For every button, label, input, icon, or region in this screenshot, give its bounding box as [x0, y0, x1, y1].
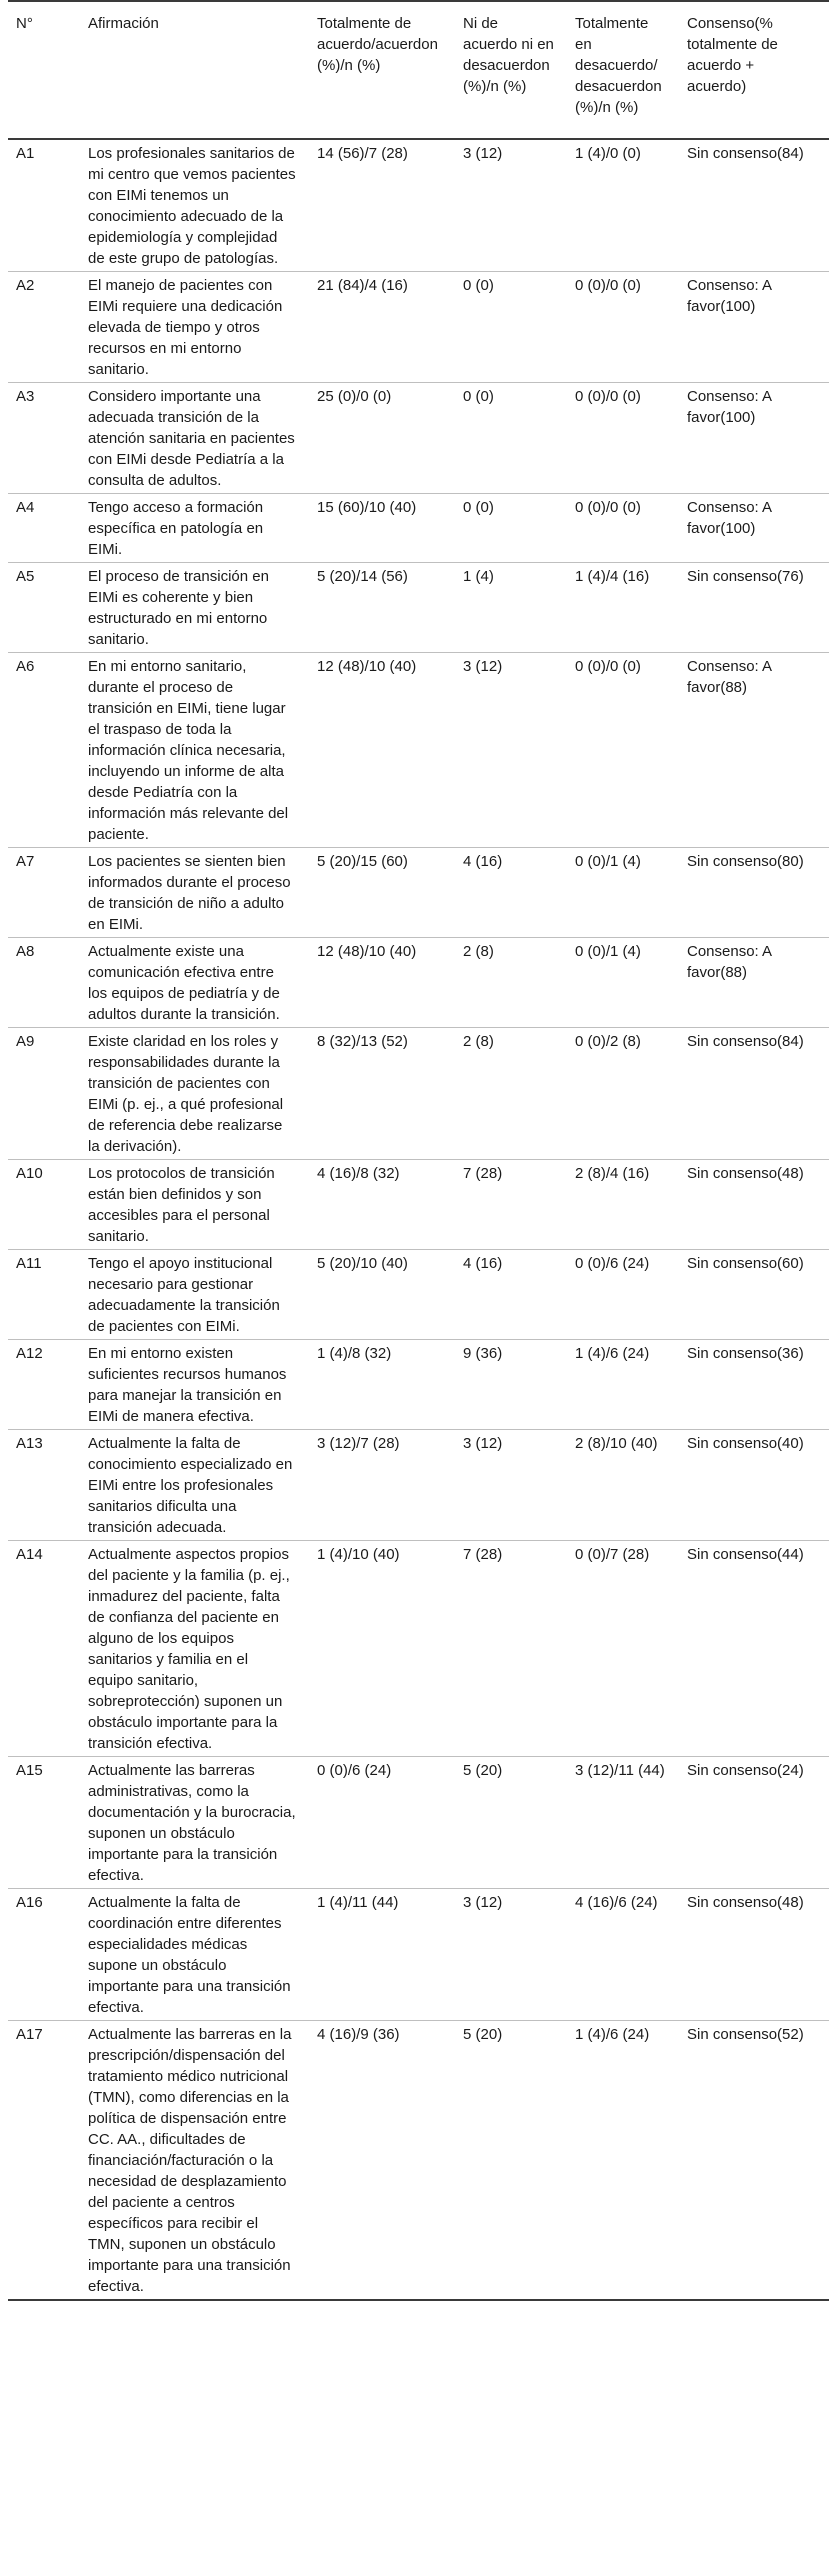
cell-number: A17: [16, 2026, 43, 2043]
cell-number: A4: [16, 499, 35, 516]
cell-number: A6: [16, 658, 35, 675]
cell-neutral: 2 (8): [463, 943, 494, 960]
cell-neutral: 5 (20): [463, 1762, 503, 1779]
cell-disagree: 0 (0)/0 (0): [575, 499, 641, 516]
header-neutral: Ni de acuerdo ni en desacuerdon (%)/n (%): [463, 15, 554, 95]
cell-agree: 21 (84)/4 (16): [317, 277, 408, 294]
cell-neutral: 3 (12): [463, 1435, 503, 1452]
table-row: [8, 938, 829, 1028]
table-row: [8, 383, 829, 494]
table-row: [8, 1757, 829, 1889]
cell-number: A10: [16, 1165, 43, 1182]
table-row: [8, 563, 829, 653]
cell-disagree: 1 (4)/6 (24): [575, 2026, 650, 2043]
table-row: [8, 272, 829, 383]
table-row: [8, 494, 829, 563]
cell-statement: Actualmente las barreras en la prescripción/dispensación del tratamiento médico nutricional (TMN), como diferencias en la política de dispensación entre CC. AA., dificultades de financiación/facturación o la necesidad de desplazamiento del paciente a centros específicos para recibir el TMN, suponen un obstáculo importante para una transición efectiva.: [88, 2026, 292, 2295]
cell-neutral: 0 (0): [463, 388, 494, 405]
table-row: [8, 653, 829, 848]
cell-neutral: 0 (0): [463, 277, 494, 294]
cell-consensus: Consenso: A favor(100): [687, 499, 772, 537]
cell-statement: Actualmente la falta de conocimiento especializado en EIMi entre los profesionales sanitarios dificulta una transición adecuada.: [88, 1435, 293, 1536]
cell-disagree: 0 (0)/0 (0): [575, 388, 641, 405]
cell-neutral: 2 (8): [463, 1033, 494, 1050]
cell-statement: En mi entorno existen suficientes recursos humanos para manejar la transición en EIMi de manera efectiva.: [88, 1345, 287, 1425]
table-row: [8, 1250, 829, 1340]
cell-statement: Considero importante una adecuada transición de la atención sanitaria en pacientes con EIMi desde Pediatría a la consulta de adultos.: [88, 388, 295, 489]
cell-statement: Actualmente existe una comunicación efectiva entre los equipos de pediatría y de adultos durante la transición.: [88, 943, 280, 1023]
cell-agree: 8 (32)/13 (52): [317, 1033, 408, 1050]
header-consensus: Consenso(% totalmente de acuerdo + acuerdo): [687, 15, 778, 95]
cell-number: A11: [16, 1255, 42, 1272]
table-row: [8, 1889, 829, 2021]
cell-disagree: 1 (4)/0 (0): [575, 145, 641, 162]
cell-disagree: 0 (0)/6 (24): [575, 1255, 650, 1272]
table-header: [8, 1, 829, 139]
cell-neutral: 3 (12): [463, 145, 503, 162]
cell-disagree: 3 (12)/11 (44): [575, 1762, 665, 1779]
table-container: [8, 0, 829, 2301]
cell-number: A16: [16, 1894, 43, 1911]
cell-consensus: Sin consenso(76): [687, 568, 804, 585]
cell-consensus: Sin consenso(24): [687, 1762, 804, 1779]
cell-number: A7: [16, 853, 35, 870]
cell-agree: 3 (12)/7 (28): [317, 1435, 400, 1452]
cell-disagree: 2 (8)/4 (16): [575, 1165, 650, 1182]
cell-disagree: 0 (0)/0 (0): [575, 658, 641, 675]
cell-disagree: 0 (0)/1 (4): [575, 943, 641, 960]
cell-statement: El proceso de transición en EIMi es coherente y bien estructurado en mi entorno sanitario.: [88, 568, 269, 648]
cell-agree: 15 (60)/10 (40): [317, 499, 417, 516]
cell-disagree: 0 (0)/1 (4): [575, 853, 641, 870]
cell-consensus: Sin consenso(48): [687, 1165, 804, 1182]
table-row: [8, 1028, 829, 1160]
table-row: [8, 1541, 829, 1757]
table-row: [8, 1340, 829, 1430]
cell-agree: 0 (0)/6 (24): [317, 1762, 392, 1779]
table-row: [8, 2021, 829, 2301]
cell-number: A1: [16, 145, 35, 162]
cell-agree: 12 (48)/10 (40): [317, 943, 417, 960]
cell-disagree: 1 (4)/4 (16): [575, 568, 650, 585]
cell-consensus: Sin consenso(40): [687, 1435, 804, 1452]
cell-consensus: Sin consenso(52): [687, 2026, 804, 2043]
cell-consensus: Consenso: A favor(88): [687, 658, 772, 696]
cell-consensus: Sin consenso(48): [687, 1894, 804, 1911]
cell-statement: Los protocolos de transición están bien definidos y son accesibles para el personal sanitario.: [88, 1165, 275, 1245]
cell-agree: 25 (0)/0 (0): [317, 388, 392, 405]
table-row: [8, 139, 829, 272]
cell-statement: Actualmente las barreras administrativas, como la documentación y la burocracia, suponen un obstáculo importante para la transición efectiva.: [88, 1762, 296, 1884]
cell-consensus: Sin consenso(84): [687, 1033, 804, 1050]
cell-number: A5: [16, 568, 35, 585]
cell-consensus: Sin consenso(80): [687, 853, 804, 870]
cell-neutral: 7 (28): [463, 1165, 503, 1182]
consensus-table: [8, 0, 829, 2301]
cell-neutral: 4 (16): [463, 1255, 503, 1272]
cell-neutral: 3 (12): [463, 1894, 503, 1911]
cell-agree: 1 (4)/8 (32): [317, 1345, 392, 1362]
header-agree: Totalmente de acuerdo/acuerdon (%)/n (%): [317, 15, 438, 74]
cell-number: A2: [16, 277, 35, 294]
cell-neutral: 5 (20): [463, 2026, 503, 2043]
header-statement: Afirmación: [88, 15, 159, 32]
cell-consensus: Sin consenso(84): [687, 145, 804, 162]
table-row: [8, 1430, 829, 1541]
cell-neutral: 7 (28): [463, 1546, 503, 1563]
header-disagree: Totalmente en desacuerdo/ desacuerdon (%)/n (%): [575, 15, 662, 116]
cell-agree: 4 (16)/8 (32): [317, 1165, 400, 1182]
cell-agree: 14 (56)/7 (28): [317, 145, 408, 162]
cell-statement: El manejo de pacientes con EIMi requiere una dedicación elevada de tiempo y otros recursos en mi entorno sanitario.: [88, 277, 283, 378]
cell-statement: Tengo acceso a formación específica en patología en EIMi.: [88, 499, 264, 558]
cell-neutral: 4 (16): [463, 853, 503, 870]
cell-number: A8: [16, 943, 35, 960]
cell-statement: Actualmente la falta de coordinación entre diferentes especialidades médicas supone un obstáculo importante para una transición efectiva.: [88, 1894, 291, 2016]
cell-statement: Actualmente aspectos propios del paciente y la familia (p. ej., inmadurez del paciente, falta de confianza del paciente en alguno de los equipos sanitarios y familia en el equipo sanitario, sobreprotección) suponen un obstáculo importante para la transición efectiva.: [88, 1546, 290, 1752]
cell-neutral: 9 (36): [463, 1345, 503, 1362]
cell-agree: 5 (20)/15 (60): [317, 853, 408, 870]
table-row: [8, 1160, 829, 1250]
cell-disagree: 0 (0)/2 (8): [575, 1033, 641, 1050]
cell-number: A13: [16, 1435, 43, 1452]
cell-consensus: Sin consenso(60): [687, 1255, 804, 1272]
table-body: [8, 139, 829, 2300]
cell-consensus: Consenso: A favor(100): [687, 277, 772, 315]
cell-statement: Los profesionales sanitarios de mi centro que vemos pacientes con EIMi tenemos un conocimiento adecuado de la epidemiología y complejidad de este grupo de patologías.: [88, 145, 296, 267]
cell-disagree: 1 (4)/6 (24): [575, 1345, 650, 1362]
cell-consensus: Consenso: A favor(88): [687, 943, 772, 981]
cell-disagree: 0 (0)/7 (28): [575, 1546, 650, 1563]
cell-disagree: 0 (0)/0 (0): [575, 277, 641, 294]
cell-agree: 1 (4)/11 (44): [317, 1894, 399, 1911]
cell-neutral: 1 (4): [463, 568, 494, 585]
cell-number: A12: [16, 1345, 43, 1362]
cell-neutral: 0 (0): [463, 499, 494, 516]
cell-consensus: Consenso: A favor(100): [687, 388, 772, 426]
cell-number: A9: [16, 1033, 35, 1050]
cell-number: A14: [16, 1546, 43, 1563]
table-row: [8, 848, 829, 938]
header-number: N°: [16, 15, 33, 32]
cell-consensus: Sin consenso(44): [687, 1546, 804, 1563]
cell-agree: 1 (4)/10 (40): [317, 1546, 400, 1563]
header-row: [8, 1, 829, 139]
cell-agree: 4 (16)/9 (36): [317, 2026, 400, 2043]
cell-number: A3: [16, 388, 35, 405]
cell-consensus: Sin consenso(36): [687, 1345, 804, 1362]
cell-number: A15: [16, 1762, 43, 1779]
cell-statement: Los pacientes se sienten bien informados durante el proceso de transición de niño a adulto en EIMi.: [88, 853, 291, 933]
cell-disagree: 4 (16)/6 (24): [575, 1894, 658, 1911]
cell-disagree: 2 (8)/10 (40): [575, 1435, 658, 1452]
cell-statement: En mi entorno sanitario, durante el proceso de transición en EIMi, tiene lugar el traspaso de toda la información clínica necesaria, incluyendo un informe de alta desde Pediatría con la información más relevante del paciente.: [88, 658, 289, 843]
cell-agree: 12 (48)/10 (40): [317, 658, 417, 675]
cell-neutral: 3 (12): [463, 658, 503, 675]
cell-statement: Existe claridad en los roles y responsabilidades durante la transición de pacientes con EIMi (p. ej., a qué profesional de referencia debe realizarse la derivación).: [88, 1033, 284, 1155]
cell-statement: Tengo el apoyo institucional necesario para gestionar adecuadamente la transición de pacientes con EIMi.: [88, 1255, 280, 1335]
cell-agree: 5 (20)/10 (40): [317, 1255, 408, 1272]
cell-agree: 5 (20)/14 (56): [317, 568, 408, 585]
